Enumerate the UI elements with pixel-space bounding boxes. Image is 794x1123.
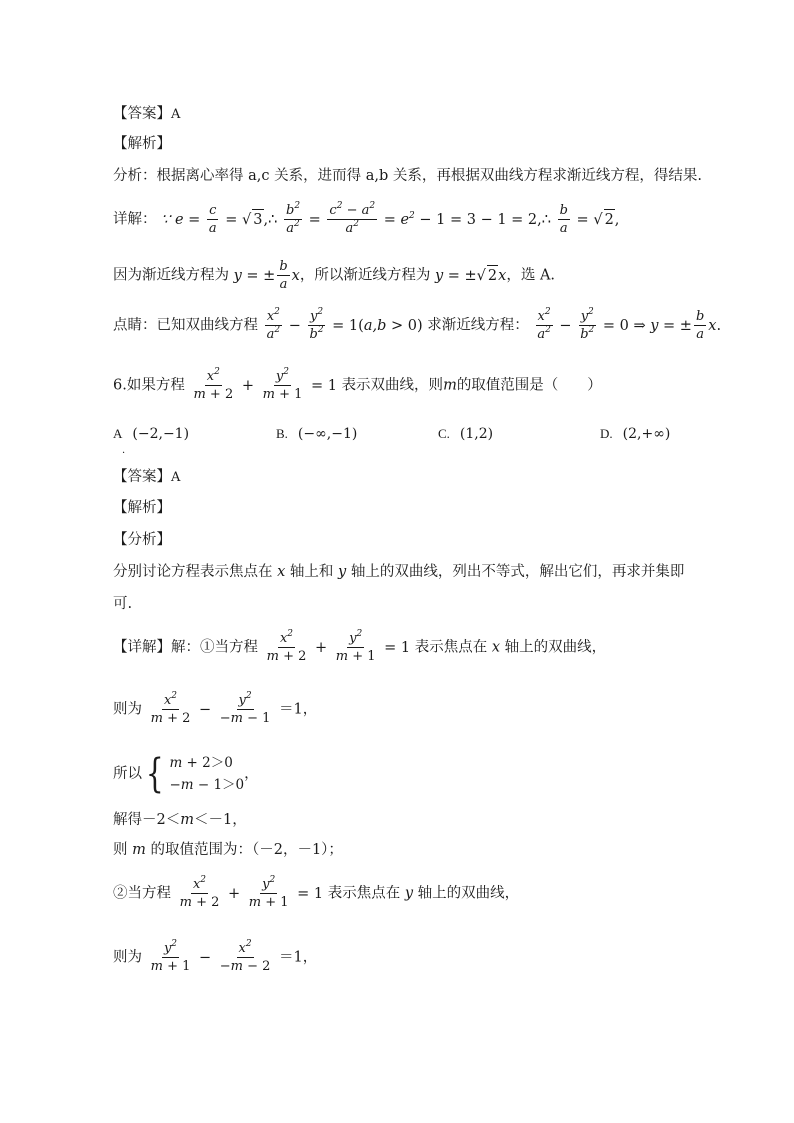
- detail-formula-line: 详解： ∵ e = $\frac{c}{a}$ = √ 3 ,∴ $\frac{b^2}{a^2}$ = $\frac{c^2 - a^2}{a^2}$ = $e^2 - 1 = 3 - 1$ = 2,∴ $\frac{b}{a}$ = √ 2 ,: [113, 201, 620, 236]
- analysis-heading-2: 【解析】: [113, 500, 171, 516]
- discuss-line-1: 分别讨论方程表示焦点在 x 轴上和 y 轴上的双曲线，列出不等式，解出它们，再求并集即: [113, 564, 685, 580]
- solve-result: 解得－2＜m＜－1，: [113, 812, 247, 828]
- analysis-text: 分析：根据离心率得 a,c 关系，进而得 a,b 关系，再根据双曲线方程求渐近线方程，得结果.: [113, 168, 702, 184]
- eccentricity-formula: ∵ e = $\frac{c}{a}$ = √ 3 ,∴ $\frac{b^2}{a^2}$ = $\frac{c^2 - a^2}{a^2}$ = $e^2 - 1 = 3 - 1$ = 2,∴ $\frac{b}{a}$ = √ 2 ,: [161, 201, 620, 236]
- then-equation-2: 则为 $\frac{y^2}{m + 1}$ − $\frac{x^2}{-m - 2}$ ＝1，: [113, 939, 318, 974]
- analysis-heading: 【解析】: [113, 136, 171, 152]
- option-a-dot: ·: [122, 448, 126, 459]
- option-b: B. (−∞,−1): [276, 426, 358, 442]
- asymptote-line: 因为渐近线方程为 y = ± $\frac{b}{a}$ x，所以渐近线方程为 y = ± √ 2 x，选 A.: [113, 259, 556, 292]
- then-equation-1: 则为 $\frac{x^2}{m + 2}$ − $\frac{y^2}{-m - 1}$ ＝1，: [113, 691, 318, 726]
- question-6: 6.如果方程 $\frac{x^2}{m + 2}$ + $\frac{y^2}{m + 1}$ = 1 表示双曲线，则m的取值范围是（ ）: [113, 367, 602, 402]
- detail-case-2: ②当方程 $\frac{x^2}{m + 2}$ + $\frac{y^2}{m + 1}$ = 1 表示焦点在 y 轴上的双曲线，: [113, 875, 520, 910]
- inequality-system: 所以 { m + 2＞0 −m − 1＞0 ，: [113, 751, 259, 797]
- key-point-line: 点睛：已知双曲线方程 $\frac{x^2}{a^2}$ − $\frac{y^2}{b^2}$ = 1(a,b > 0) 求渐近线方程： $\frac{x^2}{a^2}$ − $\frac{y^2}{b^2}$ = 0 ⇒ y = ± $\frac{b}{a}$ x.: [113, 307, 722, 342]
- fenxi-heading: 【分析】: [113, 532, 171, 548]
- discuss-line-2: 可.: [113, 596, 133, 612]
- option-a: A (−2,−1): [113, 426, 190, 442]
- answer-line-2: 【答案】A: [113, 469, 181, 485]
- range-result-1: 则 m 的取值范围为：（－2，－1）；: [113, 842, 343, 858]
- option-c: C. (1,2): [438, 426, 494, 442]
- answer-line: 【答案】A: [113, 106, 181, 122]
- detail-case-1: 【详解】解：①当方程 $\frac{x^2}{m + 2}$ + $\frac{y^2}{m + 1}$ = 1 表示焦点在 x 轴上的双曲线，: [113, 629, 607, 664]
- option-d: D. (2,+∞): [600, 426, 671, 442]
